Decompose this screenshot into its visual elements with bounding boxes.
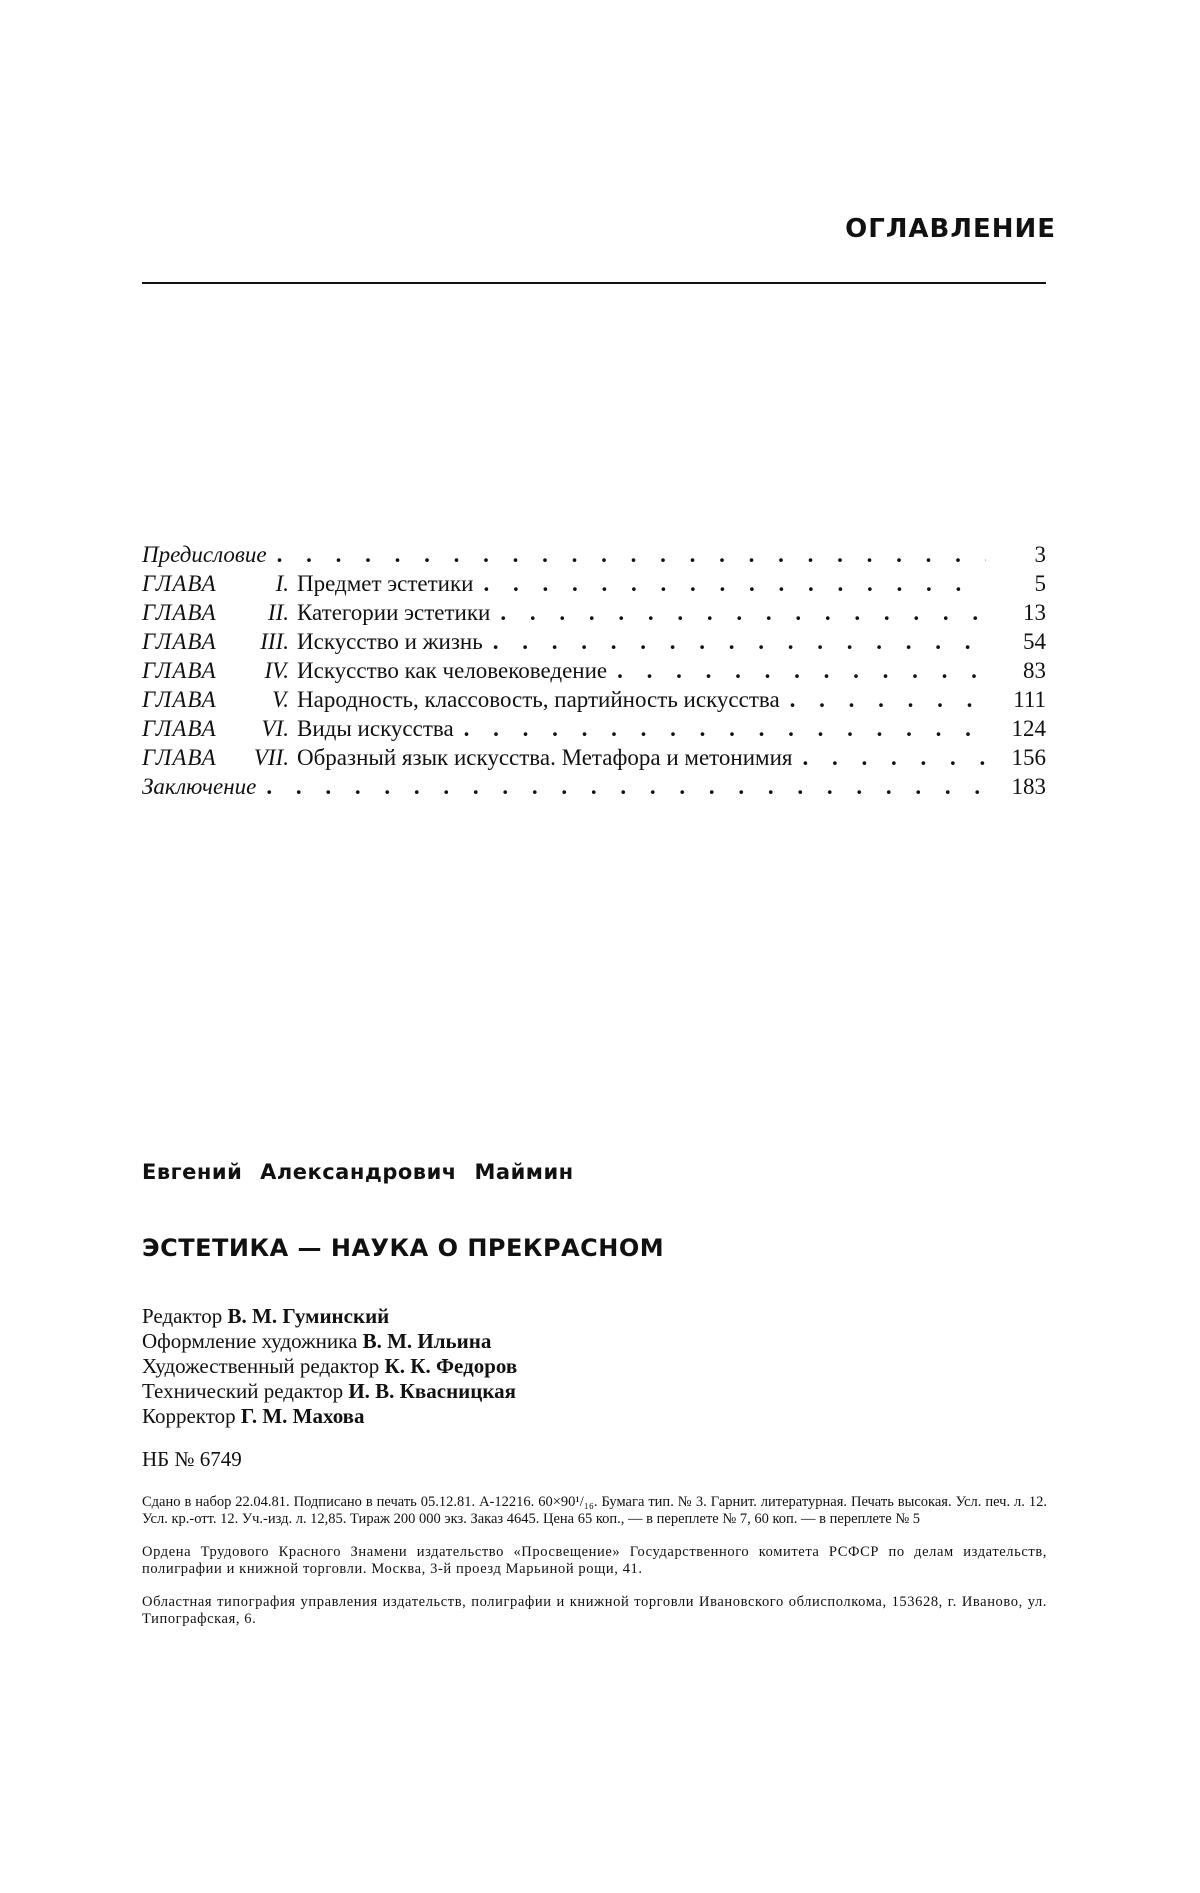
toc-page-number: 183: [1011, 774, 1046, 799]
credit-role: Оформление художника: [142, 1329, 358, 1353]
toc-title: Предмет эстетики: [297, 571, 474, 596]
toc-row-chapter-2: [142, 598, 1046, 627]
credit-name: В. М. Гуминский: [227, 1304, 390, 1328]
credit-line: [142, 1379, 1062, 1404]
toc-chapter-number: III.: [260, 629, 289, 654]
credit-line: [142, 1404, 1062, 1429]
toc-label: Заключение: [142, 774, 257, 799]
imprint-print-details: Сдано в набор 22.04.81. Подписано в печать 05.12.81. А-12216. 60×90¹/₁₆. Бумага тип. № 3. Гарнит. литературная. Печать высокая. Усл. печ. л. 12. Усл. кр.-отт. 12. Уч.-изд. л. 12,85. Тираж 200 000 экз. Заказ 4645. Цена 65 коп., — в переплете № 7, 60 коп. — в переплете № 5: [142, 1494, 1047, 1527]
toc-leader-dots: [277, 540, 986, 569]
toc-page-number: 5: [1034, 571, 1046, 596]
toc-leader-dots: [266, 772, 986, 801]
toc-leader-dots: [802, 743, 986, 772]
toc-label: ГЛАВА: [142, 687, 217, 712]
toc-row-preface: [142, 540, 1046, 569]
toc-leader-dots: [790, 685, 986, 714]
toc-label: ГЛАВА: [142, 571, 217, 596]
credit-line: [142, 1329, 1062, 1354]
toc-page-number: 54: [1023, 629, 1046, 654]
credit-role: Художественный редактор: [142, 1354, 380, 1378]
toc-chapter-number: V.: [272, 687, 289, 712]
toc-label: Предисловие: [142, 542, 267, 567]
toc-title: Искусство как человековедение: [297, 658, 608, 683]
imprint-publisher: Ордена Трудового Красного Знамени издательство «Просвещение» Государственного комитета РСФСР по делам издательств, полиграфии и книжной торговли. Москва, 3-й проезд Марьиной рощи, 41.: [142, 1544, 1047, 1577]
toc-leader-dots: [617, 656, 986, 685]
toc-title: Народность, классовость, партийность искусства: [297, 687, 780, 712]
credit-role: Технический редактор: [142, 1379, 344, 1403]
heading-rule: [142, 282, 1046, 284]
toc-page-number: 83: [1023, 658, 1046, 683]
toc-row-chapter-1: [142, 569, 1046, 598]
toc-row-chapter-3: [142, 627, 1046, 656]
toc-heading: ОГЛАВЛЕНИЕ: [845, 214, 1056, 244]
toc-row-chapter-5: [142, 685, 1046, 714]
toc-leader-dots: [493, 627, 986, 656]
toc-page-number: 13: [1023, 600, 1046, 625]
credits-list: [142, 1304, 1062, 1429]
toc-leader-dots: [483, 569, 986, 598]
book-title: ЭСТЕТИКА — НАУКА О ПРЕКРАСНОМ: [142, 1234, 665, 1262]
imprint-printer: Областная типография управления издательств, полиграфии и книжной торговли Ивановского облисполкома, 153628, г. Иваново, ул. Типографская, 6.: [142, 1594, 1047, 1627]
credit-name: И. В. Квасницкая: [348, 1379, 517, 1403]
toc-label: ГЛАВА: [142, 658, 217, 683]
toc-chapter-number: II.: [267, 600, 289, 625]
credit-line: [142, 1304, 1062, 1329]
credit-name: В. М. Ильина: [362, 1329, 492, 1353]
toc-title: Виды искусства: [297, 716, 454, 741]
toc-label: ГЛАВА: [142, 716, 217, 741]
toc-row-conclusion: [142, 772, 1046, 801]
toc-chapter-number: VII.: [253, 745, 289, 770]
toc-page-number: 111: [1013, 687, 1046, 712]
toc-chapter-number: I.: [275, 571, 289, 596]
credit-role: Редактор: [142, 1304, 223, 1328]
credit-name: Г. М. Махова: [240, 1404, 365, 1428]
toc-label: ГЛАВА: [142, 629, 217, 654]
toc-title: Категории эстетики: [297, 600, 491, 625]
credit-line: [142, 1354, 1062, 1379]
toc-row-chapter-7: [142, 743, 1046, 772]
toc-page-number: 3: [1034, 542, 1046, 567]
colophon: [142, 1160, 1062, 1628]
toc-page-number: 156: [1011, 745, 1046, 770]
author-name: Евгений Александрович Маймин: [142, 1160, 574, 1184]
toc-label: ГЛАВА: [142, 600, 217, 625]
credit-name: К. К. Федоров: [384, 1354, 518, 1378]
toc-leader-dots: [464, 714, 986, 743]
toc-chapter-number: IV.: [264, 658, 289, 683]
toc-title: Искусство и жизнь: [297, 629, 483, 654]
toc-page-number: 124: [1011, 716, 1046, 741]
toc-chapter-number: VI.: [261, 716, 289, 741]
toc-leader-dots: [500, 598, 986, 627]
toc-row-chapter-6: [142, 714, 1046, 743]
toc-title: Образный язык искусства. Метафора и метонимия: [297, 745, 793, 770]
nb-number: НБ № 6749: [142, 1447, 242, 1471]
toc-label: ГЛАВА: [142, 745, 217, 770]
toc-row-chapter-4: [142, 656, 1046, 685]
credit-role: Корректор: [142, 1404, 236, 1428]
table-of-contents: [142, 540, 1046, 801]
